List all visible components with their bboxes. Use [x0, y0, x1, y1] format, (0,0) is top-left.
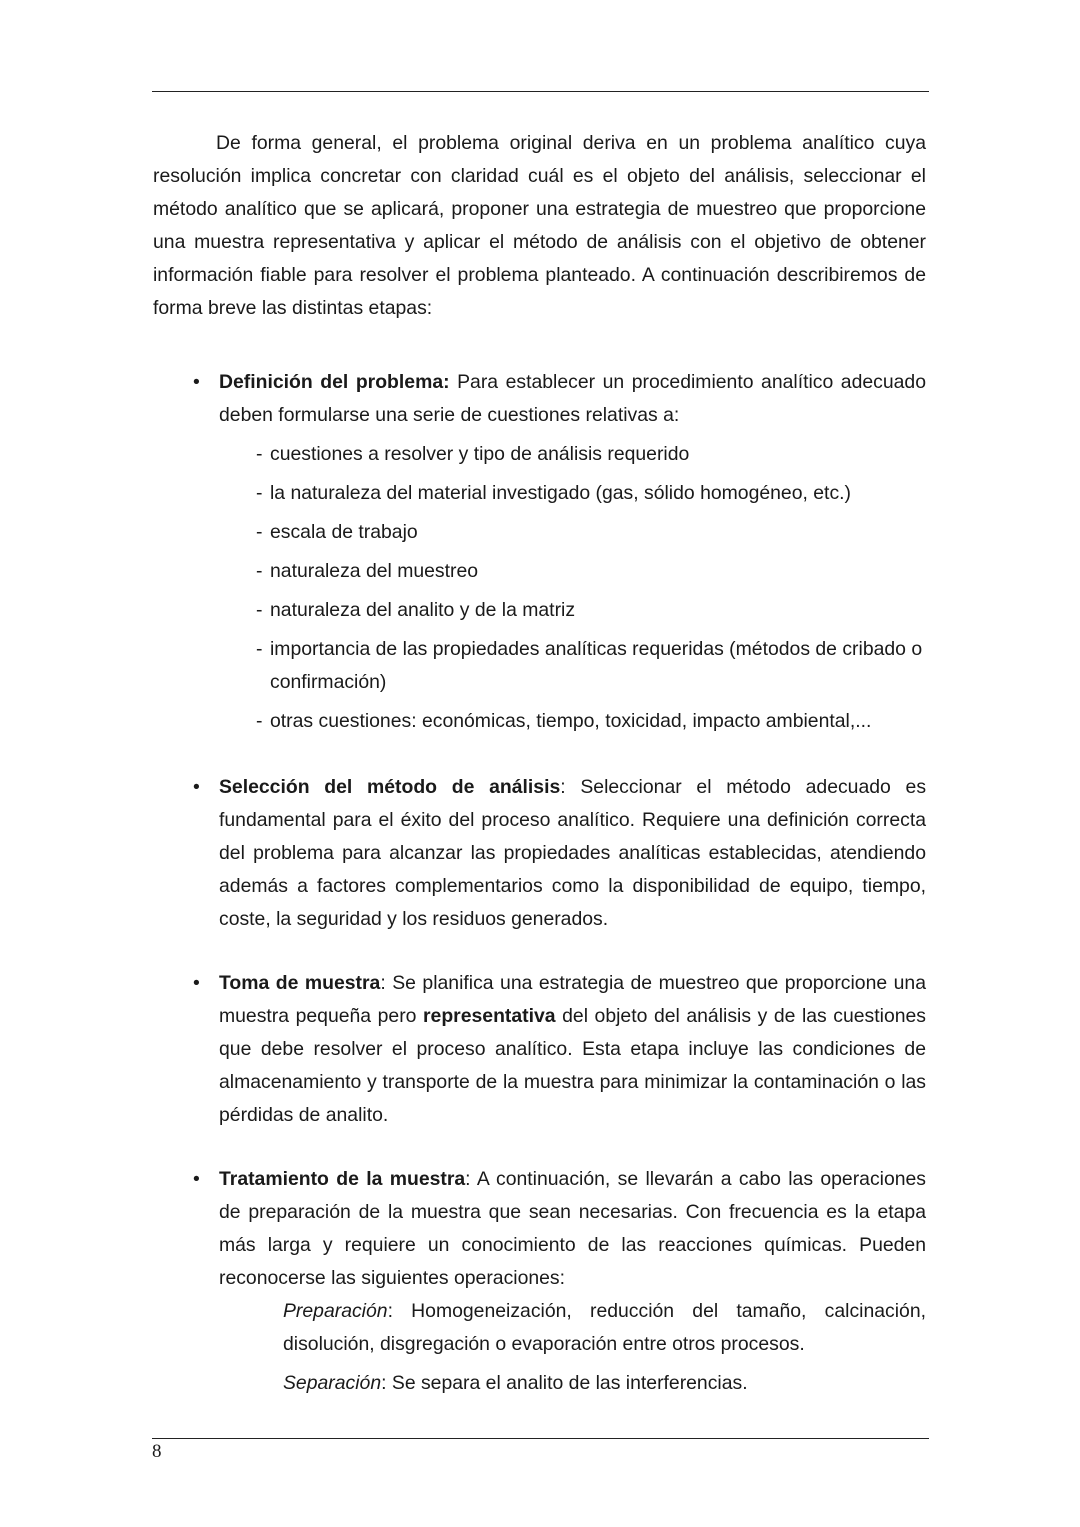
operation-text: : Se separa el analito de las interferencias.	[381, 1372, 748, 1394]
operation-name: Separación	[283, 1372, 382, 1394]
stage-text: : Seleccionar el método adecuado es fundamental para el éxito del proceso analítico. Requiere una definición correcta del problema para alcanzar las propiedades analíticas establecidas, atendiendo además a factores complementarios como la disponibilidad de equipo, tiempo, coste, la seguridad y los residuos generados.	[219, 776, 927, 930]
stages-list	[153, 366, 926, 1400]
question-list	[219, 438, 926, 738]
stage-text: del objeto del análisis y de las cuestiones que debe resolver el proceso analítico. Esta etapa incluye las condiciones de almacenamiento y transporte de la muestra para minimizar la contaminación o las pérdidas de analito.	[219, 1005, 926, 1126]
question-item: - naturaleza del analito y de la matriz	[256, 594, 926, 627]
question-item: - otras cuestiones: económicas, tiempo, toxicidad, impacto ambiental,...	[256, 705, 926, 738]
stage-title: Tratamiento de la muestra	[219, 1168, 466, 1190]
stage-problem-definition	[153, 366, 926, 738]
operation-name: Preparación	[283, 1300, 388, 1322]
intro-paragraph: De forma general, el problema original deriva en un problema analítico cuya resolución implica concretar con claridad cuál es el objeto del análisis, seleccionar el método analítico que se aplicará, proponer una estrategia de muestreo que proporcione una muestra representativa y aplicar el método de análisis con el objetivo de obtener información fiable para resolver el problema planteado. A continuación describiremos de forma breve las distintas etapas:	[153, 132, 926, 319]
operation-item	[283, 1367, 926, 1400]
stage-title: Definición del problema:	[219, 371, 450, 393]
stage-title: Selección del método de análisis	[219, 776, 561, 798]
stage-text: : A continuación, se llevarán a cabo las operaciones de preparación de la muestra que sean necesarias. Con frecuencia es la etapa más larga y requiere un conocimiento de las reacciones químicas. Pueden reconocerse las siguientes operaciones:	[219, 1168, 926, 1289]
stage-method-selection	[153, 771, 926, 936]
question-item: - la naturaleza del material investigado (gas, sólido homogéneo, etc.)	[256, 477, 926, 510]
page-number: 8	[152, 1441, 162, 1462]
question-item: - escala de trabajo	[256, 516, 926, 549]
emphasis-term: representativa	[423, 1005, 556, 1027]
stage-text: : Se planifica una estrategia de muestreo que proporcione una muestra pequeña pero	[219, 972, 926, 1027]
question-item: - importancia de las propiedades analíticas requeridas (métodos de cribado o confirmación)	[256, 633, 926, 699]
operations-list	[219, 1295, 926, 1400]
header-rule	[152, 91, 929, 92]
footer-rule	[152, 1438, 929, 1439]
stage-sample-treatment	[153, 1163, 926, 1400]
operation-item	[283, 1295, 926, 1361]
operation-text: : Homogeneización, reducción del tamaño, calcinación, disolución, disgregación o evaporación entre otros procesos.	[283, 1300, 926, 1355]
stage-text: Para establecer un procedimiento analítico adecuado deben formularse una serie de cuestiones relativas a:	[219, 371, 926, 426]
question-item: - naturaleza del muestreo	[256, 555, 926, 588]
stage-sampling	[153, 967, 926, 1132]
stage-title: Toma de muestra	[219, 972, 381, 994]
question-item: - cuestiones a resolver y tipo de análisis requerido	[256, 438, 926, 471]
page-body	[153, 127, 926, 1400]
